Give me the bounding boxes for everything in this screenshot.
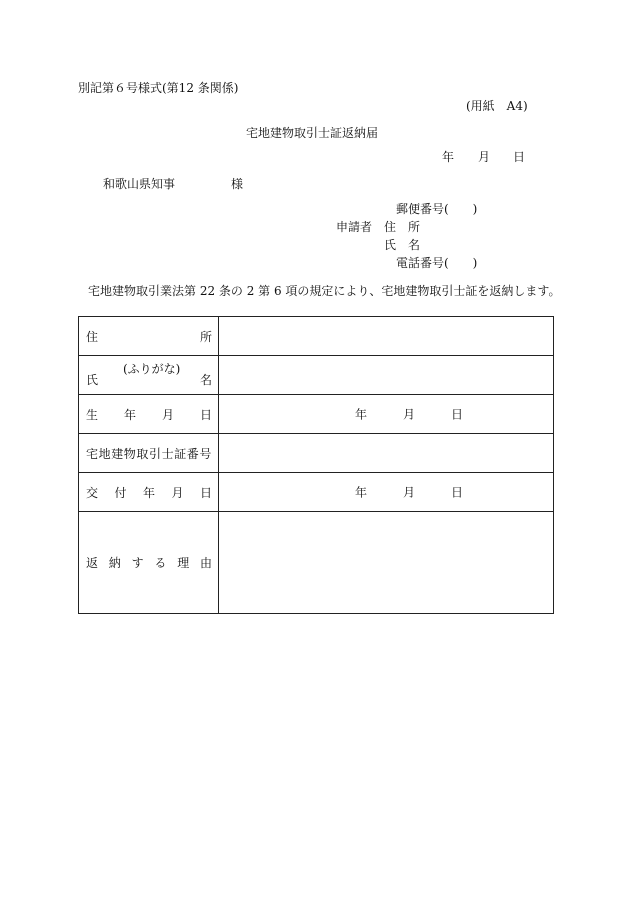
applicant-label: 申請者	[336, 220, 373, 234]
birthdate-year-label: 年	[355, 407, 368, 422]
name-input-cell[interactable]	[219, 356, 554, 395]
reason-label-char: 由	[199, 556, 212, 570]
reason-label-char: す	[131, 556, 144, 570]
issue-date-label-char: 月	[171, 485, 184, 500]
name-label	[79, 356, 219, 395]
date-year-label: 年	[442, 150, 455, 164]
issue-date-year-label: 年	[355, 485, 368, 500]
birthdate-label-char: 月	[161, 407, 174, 422]
issue-date-label-char: 年	[142, 485, 155, 500]
applicant-phone: 電話番号( )	[396, 256, 478, 270]
birthdate-month-label: 月	[403, 407, 416, 422]
address-input-cell[interactable]	[219, 317, 554, 356]
applicant-address: 住 所	[384, 220, 421, 234]
document-title: 宅地建物取引士証返納届	[246, 126, 379, 140]
form-table	[78, 316, 554, 614]
date-month-label: 月	[478, 150, 491, 164]
addressee-name: 和歌山県知事	[103, 177, 176, 191]
addressee-honorific: 様	[231, 177, 244, 191]
issue-date-day-label: 日	[451, 485, 464, 500]
birthdate-input-cell[interactable]	[219, 395, 554, 434]
applicant-name: 氏 名	[384, 238, 421, 252]
row-name	[79, 356, 554, 395]
reason-label-char: 納	[108, 556, 121, 570]
furigana-label: (ふりがな)	[123, 362, 181, 376]
issue-date-label-char: 日	[199, 485, 212, 500]
reason-label-char: 理	[177, 556, 190, 570]
row-birthdate	[79, 395, 554, 434]
row-license-number	[79, 434, 554, 473]
issue-date-input-cell[interactable]	[219, 473, 554, 512]
row-address	[79, 317, 554, 356]
applicant-postal: 郵便番号( )	[396, 202, 478, 216]
issue-date-label	[79, 473, 219, 512]
row-reason	[79, 512, 554, 614]
row-issue-date	[79, 473, 554, 512]
form-number: 別記第６号様式(第12 条関係)	[78, 81, 239, 95]
address-label-char: 住	[86, 329, 99, 344]
address-label-char: 所	[199, 329, 212, 344]
birthdate-label-char: 年	[123, 407, 136, 422]
birthdate-label-char: 日	[199, 407, 212, 422]
birthdate-label	[79, 395, 219, 434]
license-number-text: 宅地建物取引士証番号	[86, 446, 213, 461]
issue-date-label-char: 交	[86, 485, 99, 500]
license-number-label	[79, 434, 219, 473]
reason-input-cell[interactable]	[219, 512, 554, 614]
name-label-char: 名	[199, 373, 212, 387]
birthdate-label-char: 生	[86, 407, 99, 422]
statement: 宅地建物取引業法第 22 条の 2 第 6 項の規定により、宅地建物取引士証を返納します。	[88, 284, 561, 298]
name-label-char: 氏	[86, 373, 99, 387]
reason-label-char: る	[154, 556, 167, 570]
issue-date-month-label: 月	[403, 485, 416, 500]
reason-label	[79, 512, 219, 614]
license-number-input-cell[interactable]	[219, 434, 554, 473]
date-day-label: 日	[513, 150, 526, 164]
reason-label-char: 返	[86, 556, 99, 570]
issue-date-label-char: 付	[114, 485, 127, 500]
paper-size: (用紙 A4)	[466, 99, 528, 113]
address-label	[79, 317, 219, 356]
birthdate-day-label: 日	[451, 407, 464, 422]
